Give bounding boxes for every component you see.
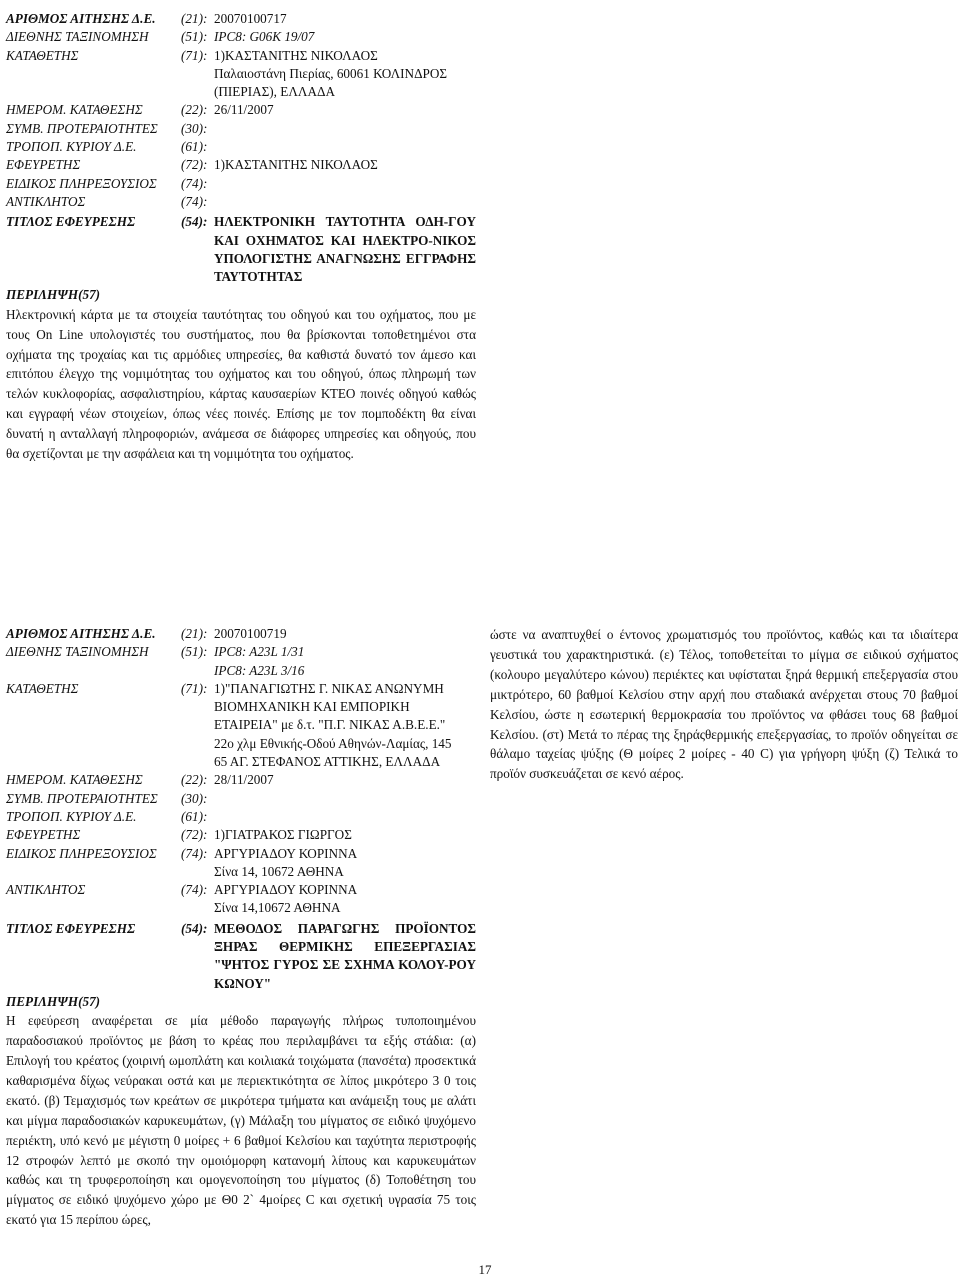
inventor-code: (72): (181, 827, 208, 843)
abstract-text: Ηλεκτρονική κάρτα με τα στοιχεία ταυτότητας του οδηγού και του οχήματος, που με τους On Line υπολογιστές του συστήματος, που θα βρίσκονται τοποθετημένοι στα οχήματα της τροχαίας και τις αρμόδιες υπηρεσίες, θα καθιστά δυνατό τον άμεσο και επιτόπου έλεγχο της νομιμότητας του οχήματος και του οδηγού, όπως πληρωμή των τελών κυκλοφορίας, ασφαλιστηρίου, κάρτας καυσαερίων ΚΤΕΟ ποινές οδηγού καθώς και εγγραφή νέων στοιχείων, όπως νέες ποινές. Επίσης με τον πομποδέκτη θα είναι δυνατή η ανταλλαγή πληροφοριών, ανάμεσα σε διάφορες υπηρεσίες και οδηγούς, που θα σχετίζονται με την ασφάλεια και τη νομιμότητα του οχήματος. (6, 306, 476, 462)
representative-address: Σίνα 14,10672 ΑΘΗΝΑ (214, 900, 341, 916)
amendment-row (6, 808, 476, 826)
application-number-row (6, 10, 476, 28)
intl-classification-value: IPC8: G06K 19/07 (214, 29, 315, 45)
representative-row (6, 881, 476, 899)
filing-date-row (6, 101, 476, 119)
filing-date-value: 28/11/2007 (214, 772, 274, 788)
filing-date-label: ΗΜΕΡΟΜ. ΚΑΤΑΘΕΣΗΣ (6, 102, 143, 118)
agent-value (214, 175, 476, 193)
amendment-label: ΤΡΟΠΟΠ. ΚΥΡΙΟΥ Δ.Ε. (6, 808, 137, 824)
intl-classification-label: ΔΙΕΘΝΗΣ ΤΑΞΙΝΟΜΗΣΗ (6, 644, 149, 660)
applicant-line: 1)"ΠΑΝΑΓΙΩΤΗΣ Γ. ΝΙΚΑΣ ΑΝΩΝΥΜΗ (214, 680, 444, 696)
application-number-code: (21): (181, 11, 208, 26)
intl-classification-label: ΔΙΕΘΝΗΣ ΤΑΞΙΝΟΜΗΣΗ (6, 29, 149, 45)
filing-date-label: ΗΜΕΡΟΜ. ΚΑΤΑΘΕΣΗΣ (6, 772, 143, 788)
intl-classification-row (6, 28, 476, 46)
inventor-label: ΕΦΕΥΡΕΤΗΣ (6, 157, 81, 173)
amendment-code: (61): (181, 808, 208, 824)
application-number-row (6, 625, 476, 643)
amendment-value (214, 138, 476, 156)
priority-code: (30): (181, 790, 208, 806)
applicant-line: Παλαιοστάνη Πιερίας, 60061 ΚΟΛΙΝΔΡΟΣ (214, 65, 448, 81)
patent-entry-2 (6, 625, 476, 1230)
invention-title-row (6, 213, 476, 286)
abstract-continuation-column (490, 625, 958, 784)
agent-code: (74): (181, 845, 208, 861)
representative-value (214, 193, 476, 211)
applicant-line: ΒΙΟΜΗΧΑΝΙΚΗ ΚΑΙ ΕΜΠΟΡΙΚΗ (214, 699, 410, 715)
inventor-row (6, 826, 476, 844)
agent-label: ΕΙΔΙΚΟΣ ΠΛΗΡΕΞΟΥΣΙΟΣ (6, 845, 157, 861)
filing-date-row (6, 771, 476, 789)
representative-label: ΑΝΤΙΚΛΗΤΟΣ (6, 882, 86, 898)
intl-classification-code: (51): (181, 29, 208, 45)
inventor-value: 1)ΓΙΑΤΡΑΚΟΣ ΓΙΩΡΓΟΣ (214, 827, 352, 843)
intl-classification-value: IPC8: A23L 1/31 (214, 644, 305, 660)
invention-title-value: ΗΛΕΚΤΡΟΝΙΚΗ ΤΑΥΤΟΤΗΤΑ ΟΔΗ-ΓΟΥ ΚΑΙ ΟΧΗΜΑΤΟΣ ΚΑΙ ΗΛΕΚΤΡΟ-ΝΙΚΟΣ ΥΠΟΛΟΓΙΣΤΗΣ ΑΝΑΓΝΩΣΗΣ ΕΓΓΡΑΦΗΣ ΤΑΥΤΟΤΗΤΑΣ (214, 214, 476, 285)
intl-classification-row (6, 643, 476, 661)
amendment-row (6, 138, 476, 156)
representative-code: (74): (181, 193, 208, 209)
inventor-code: (72): (181, 157, 208, 173)
application-number-value: 20070100717 (214, 11, 287, 26)
representative-value: ΑΡΓΥΡΙΑΔΟΥ ΚΟΡΙΝΝΑ (214, 882, 358, 898)
agent-label: ΕΙΔΙΚΟΣ ΠΛΗΡΕΞΟΥΣΙΟΣ (6, 175, 157, 191)
patent-entry-1 (6, 10, 476, 464)
invention-title-label: ΤΙΤΛΟΣ ΕΦΕΥΡΕΣΗΣ (6, 214, 136, 230)
priority-value (214, 790, 476, 808)
applicant-code: (71): (181, 680, 208, 696)
abstract-text: Η εφεύρεση αναφέρεται σε μία μέθοδο παραγωγής πλήρως τυποποιημένου παραδοσιακού προϊόντος με βάση το κρέας που περιλαμβάνει τα εξής στάδια: (α) Επιλογή του κρέατος (χοιρινή ωμοπλάτη και κοιλιακά τοιχώματα (πανσέτα) προσεκτικά καθαρισμένα δίχως νεύρακαι οστά και με περιεκτικότητα σε λίπος μικρότερο 3 0 τοις εκατό. (β) Τεμαχισμός των κρεάτων σε μικρότερα τμήματα και ανάμειξη τους με αλάτι και μίγμα παραδοσιακών καρυκευμάτων, (γ) Μάλαξη του μίγματος σε ειδικό ψυχόμενο περιέκτη, υπό κενό με μέγιστη 0 μοίρες + 6 βαθμοί Κελσίου και ταχύτητα περιστροφής 12 στροφών λεπτό με σκοπό την ομοιόμορφη κατανομή λίπους και καρυκευμάτων καθώς και τη τρυφεροποίηση και ομογενοποίηση του μίγματος (δ) Τοποθέτηση του μίγματος σε ειδικό ψυχόμενο χώρο με Θ0 2` 4μοίρες C και σχετική υγρασία 75 τοις εκατό για 15 περίπου ώρες, (6, 1013, 476, 1228)
invention-title-code: (54): (181, 920, 208, 936)
applicant-line: 1)ΚΑΣΤΑΝΙΤΗΣ ΝΙΚΟΛΑΟΣ (214, 47, 378, 63)
application-number-label: ΑΡΙΘΜΟΣ ΑΙΤΗΣΗΣ Δ.Ε. (6, 626, 156, 641)
applicant-row (6, 680, 476, 698)
application-number-label: ΑΡΙΘΜΟΣ ΑΙΤΗΣΗΣ Δ.Ε. (6, 11, 156, 26)
inventor-label: ΕΦΕΥΡΕΤΗΣ (6, 827, 81, 843)
inventor-value: 1)ΚΑΣΤΑΝΙΤΗΣ ΝΙΚΟΛΑΟΣ (214, 157, 378, 173)
representative-label: ΑΝΤΙΚΛΗΤΟΣ (6, 193, 86, 209)
invention-title-row (6, 920, 476, 993)
agent-row (6, 845, 476, 863)
priority-value (214, 120, 476, 138)
inventor-row (6, 156, 476, 174)
priority-code: (30): (181, 120, 208, 136)
applicant-row (6, 47, 476, 65)
filing-date-code: (22): (181, 102, 208, 118)
intl-classification-value: IPC8: A23L 3/16 (214, 662, 305, 678)
priority-label: ΣΥΜΒ. ΠΡΟΤΕΡΑΙΟΤΗΤΕΣ (6, 120, 158, 136)
agent-address: Σίνα 14, 10672 ΑΘΗΝΑ (214, 863, 344, 879)
representative-row (6, 193, 476, 211)
amendment-value (214, 808, 476, 826)
applicant-line: ΕΤΑΙΡΕΙΑ" με δ.τ. "Π.Γ. ΝΙΚΑΣ Α.Β.Ε.Ε." (214, 717, 446, 733)
applicant-line: 65 ΑΓ. ΣΤΕΦΑΝΟΣ ΑΤΤΙΚΗΣ, ΕΛΛΑΔΑ (214, 754, 441, 770)
abstract-heading: ΠΕΡΙΛΗΨΗ(57) (6, 287, 101, 303)
priority-label: ΣΥΜΒ. ΠΡΟΤΕΡΑΙΟΤΗΤΕΣ (6, 790, 158, 806)
intl-classification-code: (51): (181, 644, 208, 660)
applicant-label: ΚΑΤΑΘΕΤΗΣ (6, 47, 79, 63)
agent-row (6, 175, 476, 193)
applicant-line: (ΠΙΕΡΙΑΣ), ΕΛΛΑΔΑ (214, 84, 335, 100)
page-number: 17 (478, 1262, 492, 1277)
applicant-line: 22ο χλμ Εθνικής-Οδού Αθηνών-Λαμίας, 145 (214, 735, 452, 751)
application-number-code: (21): (181, 626, 208, 641)
applicant-code: (71): (181, 47, 208, 63)
priority-row (6, 120, 476, 138)
amendment-label: ΤΡΟΠΟΠ. ΚΥΡΙΟΥ Δ.Ε. (6, 139, 137, 155)
abstract-heading: ΠΕΡΙΛΗΨΗ(57) (6, 993, 101, 1009)
filing-date-code: (22): (181, 772, 208, 788)
priority-row (6, 790, 476, 808)
representative-code: (74): (181, 882, 208, 898)
invention-title-code: (54): (181, 214, 208, 230)
agent-value: ΑΡΓΥΡΙΑΔΟΥ ΚΟΡΙΝΝΑ (214, 845, 358, 861)
amendment-code: (61): (181, 139, 208, 155)
invention-title-label: ΤΙΤΛΟΣ ΕΦΕΥΡΕΣΗΣ (6, 920, 136, 936)
agent-code: (74): (181, 175, 208, 191)
invention-title-value: ΜΕΘΟΔΟΣ ΠΑΡΑΓΩΓΗΣ ΠΡΟΪΟΝΤΟΣ ΞΗΡΑΣ ΘΕΡΜΙΚΗΣ ΕΠΕΞΕΡΓΑΣΙΑΣ "ΨΗΤΟΣ ΓΥΡΟΣ ΣΕ ΣΧΗΜΑ ΚΟΛΟΥ-ΡΟΥ ΚΩΝΟΥ" (214, 920, 476, 991)
applicant-label: ΚΑΤΑΘΕΤΗΣ (6, 680, 79, 696)
abstract-continuation-text: ώστε να αναπτυχθεί ο έντονος χρωματισμός του προϊόντος, καθώς και τα ιδιαίτερα γευστικά του χαρακτηριστικά. (ε) Τέλος, τοποθετείται το μίγμα σε ειδικού σχήματος (κολουρο μεγαλύτερο κώνου) περιέκτες και υφίσταται ξηρά θερμική επεξεργασία στου μικτρότερο, 60 βαθμοί Κελσίου στην αρχή που σταδιακά ανέρχεται στους 70 βαθμοί Κελσίου, ώστε η εσωτερική θερμοκρασία του προϊόντος να φθάσει τους 68 βαθμοί Κελσίου. (στ) Μετά το πέρας της ξηράςθερμικής επεξεργασίας, το προϊόν οδηγείται σε θάλαμο ταχείας ψύξης (Θ μοίρες 2 μοίρες - 40 C) για γρήγορη ψύξη (ζ) Τελικά το προϊόν συσκευάζεται σε κενό αέρος. (490, 627, 958, 782)
filing-date-value: 26/11/2007 (214, 102, 274, 118)
application-number-value: 20070100719 (214, 626, 287, 641)
